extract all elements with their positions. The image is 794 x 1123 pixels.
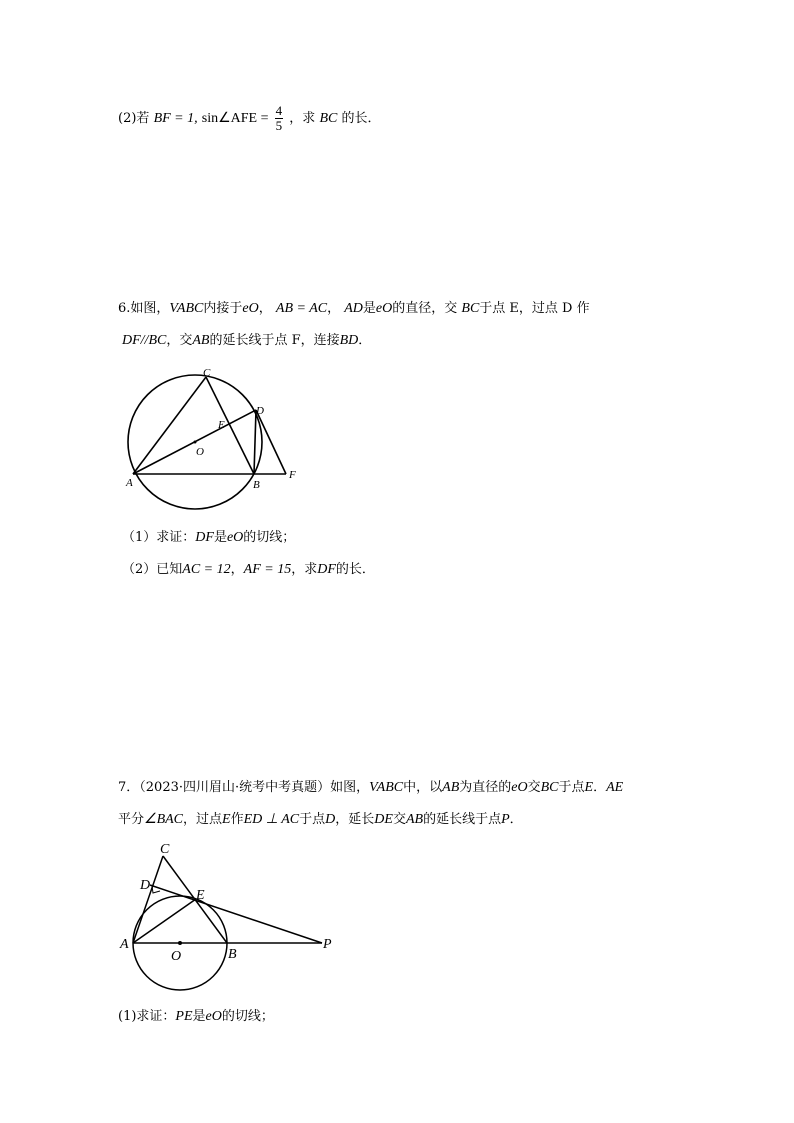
q5-sin-expr: sin∠AFE = xyxy=(201,111,269,126)
q7-text: 于点 xyxy=(558,780,585,795)
q6-text: ． xyxy=(358,333,372,348)
q6-text: ， xyxy=(258,301,272,316)
q6-p2-ac: AC = 12 xyxy=(182,562,231,577)
q7-text: ． xyxy=(593,780,607,795)
q6-circle: eO xyxy=(242,301,259,316)
q7-segment-ae xyxy=(133,899,196,943)
q6-p1-df: DF xyxy=(195,530,214,545)
q6-ab: AB xyxy=(192,333,210,348)
q7-circle: eO xyxy=(511,780,528,795)
q7-label-o: O xyxy=(171,949,182,964)
q6-p2-text: ， xyxy=(230,562,244,577)
q7-text: ，过点 xyxy=(183,812,223,827)
q7-ae: AE xyxy=(606,780,624,795)
q6-p2-af: AF = 15 xyxy=(243,562,292,577)
q6-bd: BD xyxy=(339,333,359,348)
q6-p1-text: （1）求证： xyxy=(122,530,196,545)
q6-text: ， xyxy=(327,301,341,316)
q7-p1-text: 是 xyxy=(192,1009,206,1024)
q5-tail: ，求 xyxy=(289,111,316,126)
q7-text: 为直径的 xyxy=(459,780,512,795)
q7-ab: AB xyxy=(442,780,460,795)
q7-p1-text: 的切线； xyxy=(221,1009,274,1024)
q6-text: 的直径，交 xyxy=(392,301,458,316)
q7-de: DE xyxy=(374,812,393,827)
q7-part1 xyxy=(118,1008,274,1026)
q6-text: 是 xyxy=(362,301,376,316)
q7-number: 7． xyxy=(118,780,140,795)
q5-frac-den: 5 xyxy=(275,118,283,133)
q6-p1-text: 是 xyxy=(213,530,227,545)
q6-label-b: B xyxy=(253,479,260,491)
q6-ab-eq-ac: AB = AC xyxy=(275,301,328,316)
q6-p1-text: 的切线； xyxy=(243,530,296,545)
q6-number: 6. xyxy=(118,301,131,316)
q7-bc: BC xyxy=(540,780,559,795)
q6-p2-text: 的长． xyxy=(335,562,375,577)
q7-e2: E xyxy=(222,812,231,827)
q5-bf-expr: BF = 1, xyxy=(153,111,198,126)
q6-label-f: F xyxy=(289,469,296,481)
q5-frac-num: 4 xyxy=(275,103,283,118)
q6-label-c: C xyxy=(203,367,211,379)
q7-p1-pe: PE xyxy=(175,1009,193,1024)
q6-text: 如图， xyxy=(130,301,170,316)
q7-d: D xyxy=(325,812,336,827)
q7-segment-ac xyxy=(133,856,163,943)
q7-label-b: B xyxy=(228,947,237,962)
q7-text: 如图， xyxy=(330,780,370,795)
q6-text: 的延长线于点 F，连接 xyxy=(209,333,340,348)
q6-ad: AD xyxy=(344,301,363,316)
q7-ed-perp-ac: ED ⊥ AC xyxy=(243,812,300,827)
q7-text: 于点 xyxy=(299,812,326,827)
q7-p1-circle: eO xyxy=(205,1009,222,1024)
q7-center-dot xyxy=(178,941,182,945)
q7-p: P xyxy=(501,812,510,827)
q7-label-a: A xyxy=(120,937,129,952)
q7-text: 的延长线于点 xyxy=(423,812,502,827)
q7-text: ，延长 xyxy=(335,812,375,827)
q7-label-d: D xyxy=(140,878,151,893)
q7-angle-bac: ∠BAC xyxy=(144,812,184,827)
q7-p1-text: (1)求证： xyxy=(118,1009,176,1024)
q5-part2-prefix: (2)若 xyxy=(118,111,150,126)
q6-triangle: VABC xyxy=(169,301,204,316)
q7-text: 作 xyxy=(230,812,244,827)
q6-circle-2: eO xyxy=(375,301,393,316)
q7-text: 中，以 xyxy=(403,780,443,795)
q7-ab2: AB xyxy=(405,812,424,827)
q7-text: 平分 xyxy=(118,812,145,827)
q7-e: E xyxy=(584,780,594,795)
q5-end: 的长． xyxy=(341,111,381,126)
q5-bc: BC xyxy=(319,111,338,126)
q6-df-parallel-bc: DF//BC xyxy=(122,333,167,348)
q7-label-e: E xyxy=(196,888,205,903)
q7-text: 交 xyxy=(527,780,541,795)
q6-p2-text: ，求 xyxy=(291,562,318,577)
q6-p2-df: DF xyxy=(317,562,336,577)
q6-text: ，交 xyxy=(166,333,193,348)
q7-text: ． xyxy=(509,812,523,827)
q6-label-a: A xyxy=(126,477,133,489)
q6-text: 于点 E，过点 D 作 xyxy=(479,301,590,316)
q6-text: 内接于 xyxy=(203,301,243,316)
q7-source: （2023·四川眉山·统考中考真题） xyxy=(139,780,331,795)
q6-p2-text: （2）已知 xyxy=(122,562,183,577)
q7-label-c: C xyxy=(160,842,170,857)
q7-text: 交 xyxy=(392,812,406,827)
q6-label-e: E xyxy=(218,419,225,431)
q7-triangle: VABC xyxy=(369,780,404,795)
q6-p1-circle: eO xyxy=(226,530,244,545)
q6-label-o: O xyxy=(196,446,204,458)
q6-bc: BC xyxy=(461,301,480,316)
q7-label-p: P xyxy=(323,937,332,952)
q6-label-d: D xyxy=(256,405,264,417)
